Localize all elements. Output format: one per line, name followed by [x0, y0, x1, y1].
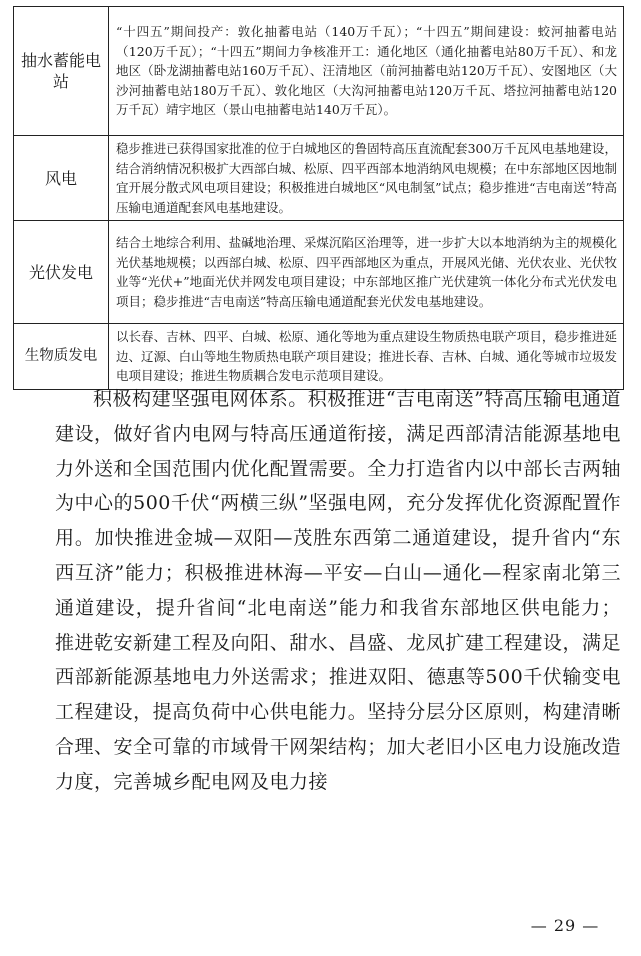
category-biomass-power: 生物质发电: [24, 347, 98, 364]
table-cell-category: [14, 136, 109, 221]
table-cell-description: [109, 324, 624, 390]
description-solar-power: 结合土地综合利用、盐碱地治理、采煤沉陷区治理等，进一步扩大以本地消纳为主的规模化光伏基地规模；以西部白城、松原、四平西部地区为重点，开展风光储、光伏农业、光伏牧业等“光伏+”地面光伏并网发电项目建设；中东部地区推广光伏建筑一体化分布式光伏发电项目；稳步推进“吉电南送”特高压输电通道配套光伏发电基地建设。: [116, 235, 617, 309]
table-cell-description: [109, 221, 624, 324]
description-wind-power: 稳步推进已获得国家批准的位于白城地区的鲁固特高压直流配套300万千瓦风电基地建设，结合消纳情况积极扩大西部白城、松原、四平西部本地消纳风电规模；在中东部地区因地制宜开展分散式风电项目建设；积极推进白城地区“风电制氢”试点；稳步推进“吉电南送”特高压输电通道配套风电基地建设。: [116, 141, 617, 215]
table-row-wind-power: [14, 136, 624, 221]
table-cell-category: [14, 324, 109, 390]
table-row-solar-power: [14, 221, 624, 324]
project-table: [13, 6, 624, 390]
body-paragraph: 积极构建坚强电网体系。积极推进“吉电南送”特高压输电通道建设，做好省内电网与特高压通道衔接，满足西部清洁能源基地电力外送和全国范围内优化配置需要。全力打造省内以中部长吉两轴为中心的500千伏“两横三纵”坚强电网，充分发挥优化资源配置作用。加快推进金城—双阳—茂胜东西第二通道建设，提升省内“东西互济”能力；积极推进林海—平安—白山—通化—程家南北第三通道建设，提升省间“北电南送”能力和我省东部地区供电能力；推进乾安新建工程及向阳、甜水、昌盛、龙凤扩建工程建设，满足西部新能源基地电力外送需求；推进双阳、德惠等500千伏输变电工程建设，提高负荷中心供电能力。坚持分层分区原则，构建清晰合理、安全可靠的市域骨干网架结构；加大老旧小区电力设施改造力度，完善城乡配电网及电力接: [55, 388, 621, 793]
table-cell-category: [14, 221, 109, 324]
category-wind-power: 风电: [44, 168, 77, 188]
page-number: — 29 —: [530, 916, 600, 935]
table-row-pumped-storage: [14, 7, 624, 136]
table-cell-description: [109, 136, 624, 221]
table-cell-category: [14, 7, 109, 136]
category-solar-power: 光伏发电: [28, 262, 93, 282]
table-cell-description: [109, 7, 624, 136]
description-pumped-storage: “十四五”期间投产：敦化抽蓄电站（140万千瓦）；“十四五”期间建设：蛟河抽蓄电站（120万千瓦）；“十四五”期间力争核准开工：通化地区（通化抽蓄电站80万千瓦）、和龙地区（卧龙湖抽蓄电站160万千瓦）、汪清地区（前河抽蓄电站120万千瓦）、安图地区（大沙河抽蓄电站180万千瓦）、敦化地区（大沟河抽蓄电站120万千瓦、塔拉河抽蓄电站120万千瓦）靖宇地区（景山电抽蓄电站140万千瓦）。: [116, 24, 617, 118]
description-biomass-power: 以长春、吉林、四平、白城、松原、通化等地为重点建设生物质热电联产项目，稳步推进延边、辽源、白山等地生物质热电联产项目建设；推进长春、吉林、白城、通化等城市垃圾发电项目建设；推进生物质耦合发电示范项目建设。: [116, 329, 617, 383]
category-pumped-storage: 抽水蓄能电站: [20, 51, 101, 91]
table-row-biomass-power: [14, 324, 624, 390]
